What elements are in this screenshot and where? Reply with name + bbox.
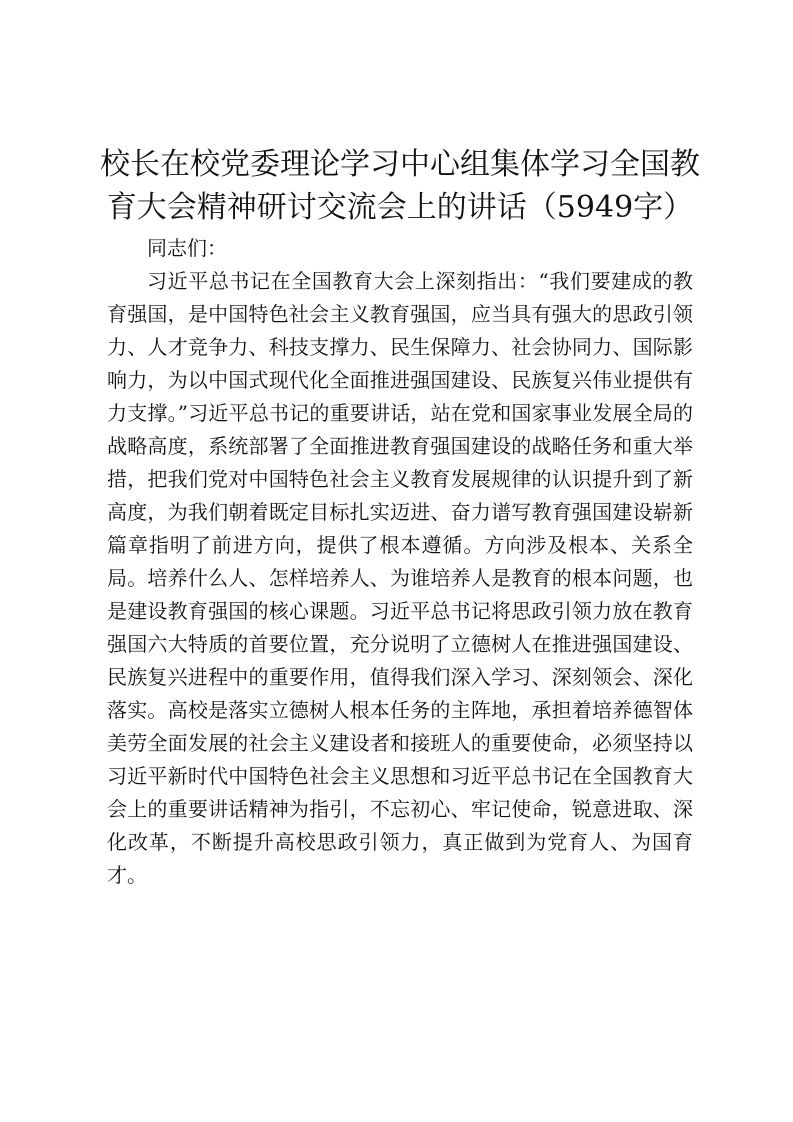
document-title: 校长在校党委理论学习中心组集体学习全国教育大会精神研讨交流会上的讲话（5949字） [100,147,700,225]
body-paragraph: 习近平总书记在全国教育大会上深刻指出：“我们要建成的教育强国，是中国特色社会主义教育强国，应当具有强大的思政引领力、人才竞争力、科技支撑力、民生保障力、社会协同力、国际影响力，为以中国式现代化全面推进强国建设、民族复兴伟业提供有力支撑。”习近平总书记的重要讲话，站在党和国家事业发展全局的战略高度，系统部署了全面推进教育强国建设的战略任务和重大举措，把我们党对中国特色社会主义教育发展规律的认识提升到了新高度，为我们朝着既定目标扎实迈进、奋力谱写教育强国建设崭新篇章指明了前进方向，提供了根本遵循。方向涉及根本、关系全局。培养什么人、怎样培养人、为谁培养人是教育的根本问题，也是建设教育强国的核心课题。习近平总书记将思政引领力放在教育强国六大特质的首要位置，充分说明了立德树人在推进强国建设、民族复兴进程中的重要作用，值得我们深入学习、深刻领会、深化落实。高校是落实立德树人根本任务的主阵地，承担着培养德智体美劳全面发展的社会主义建设者和接班人的重要使命，必须坚持以习近平新时代中国特色社会主义思想和习近平总书记在全国教育大会上的重要讲话精神为指引，不忘初心、牢记使命，锐意进取、深化改革，不断提升高校思政引领力，真正做到为党育人、为国育才。 [107,269,693,887]
document-body [107,232,693,892]
salutation: 同志们： [147,236,227,260]
